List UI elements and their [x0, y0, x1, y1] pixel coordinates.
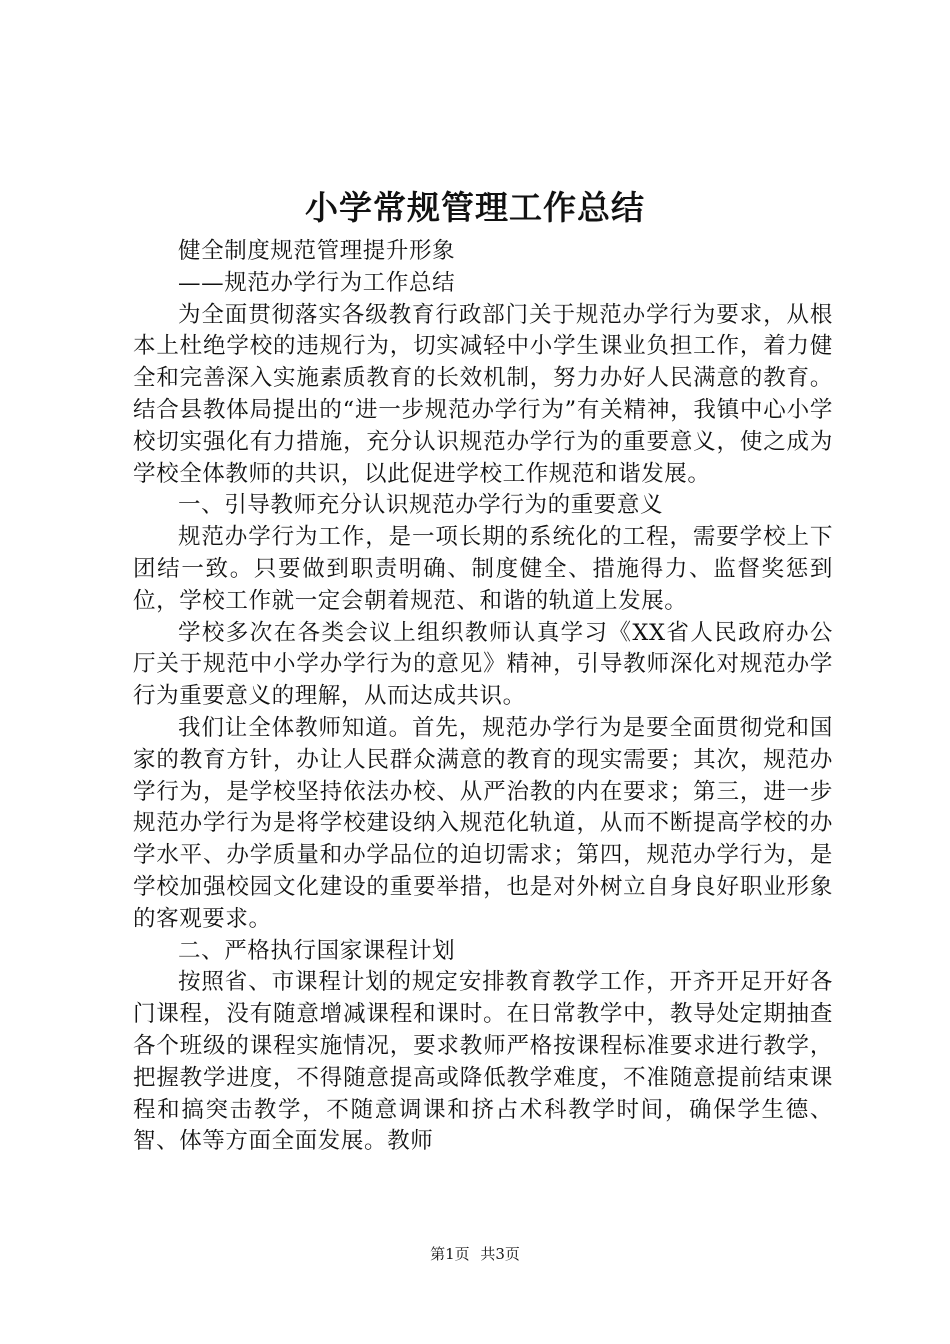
page-total: 共3页 — [480, 1245, 520, 1263]
paragraph: 规范办学行为工作，是一项长期的系统化的工程，需要学校上下团结一致。只要做到职责明确、制度健全、措施得力、监督奖惩到位，学校工作就一定会朝着规范、和谐的轨道上发展。 — [133, 524, 833, 614]
section-heading-2: 二、严格执行国家课程计划 — [178, 937, 456, 964]
document-body — [133, 236, 833, 1158]
paragraph: 按照省、市课程计划的规定安排教育教学工作，开齐开足开好各门课程，没有随意增减课程和课时。在日常教学中，教导处定期抽查各个班级的课程实施情况，要求教师严格按课程标准要求进行教学，把握教学进度，不得随意提高或降低教学难度，不准随意提前结束课程和搞突击教学，不随意调课和挤占术科教学时间，确保学生德、智、体等方面全面发展。教师 — [133, 969, 833, 1155]
section-heading-1: 一、引导教师充分认识规范办学行为的重要意义 — [178, 492, 664, 519]
page-footer — [0, 1242, 950, 1266]
subtitle-line-2: ——规范办学行为工作总结 — [178, 269, 456, 296]
paragraph-intro: 为全面贯彻落实各级教育行政部门关于规范办学行为要求，从根本上杜绝学校的违规行为，切实减轻中小学生课业负担工作，着力健全和完善深入实施素质教育的长效机制，努力办好人民满意的教育。结合县教体局提出的“进一步规范办学行为”有关精神，我镇中心小学校切实强化有力措施，充分认识规范办学行为的重要意义，使之成为学校全体教师的共识，以此促进学校工作规范和谐发展。 — [133, 301, 833, 487]
subtitle-line-1: 健全制度规范管理提升形象 — [178, 238, 456, 264]
paragraph: 学校多次在各类会议上组织教师认真学习《XX省人民政府办公厅关于规范中小学办学行为的意见》精神，引导教师深化对规范办学行为重要意义的理解，从而达成共识。 — [133, 619, 833, 710]
document-title: 小学常规管理工作总结 — [305, 188, 645, 227]
page-number: 第1页 — [430, 1245, 470, 1263]
paragraph: 我们让全体教师知道。首先，规范办学行为是要全面贯彻党和国家的教育方针，办让人民群众满意的教育的现实需要；其次，规范办学行为，是学校坚持依法办校、从严治教的内在要求；第三，进一步规范办学行为是将学校建设纳入规范化轨道，从而不断提高学校的办学水平、办学质量和办学品位的迫切需求；第四，规范办学行为，是学校加强校园文化建设的重要举措，也是对外树立自身良好职业形象的客观要求。 — [133, 714, 833, 932]
